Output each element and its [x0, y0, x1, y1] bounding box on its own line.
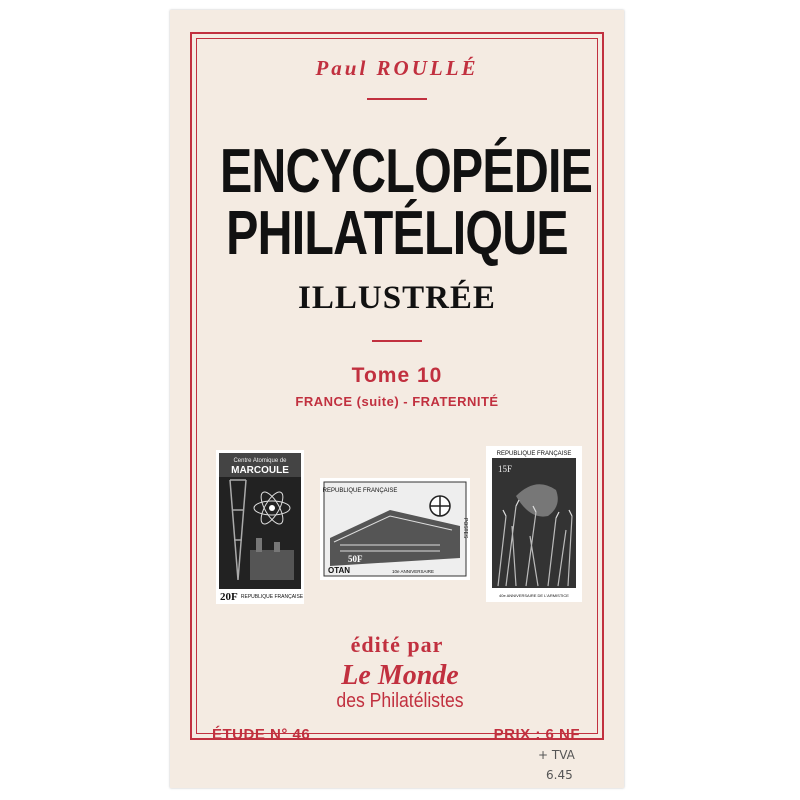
handwritten-note-1: + TVA [538, 748, 575, 762]
stamp-armistice [486, 446, 582, 602]
price: PRIX : 6 NF [493, 726, 580, 743]
stamp3-value: 15F [498, 464, 513, 474]
stamp2-side-text: POSTES [462, 518, 468, 539]
stamp3-top-text: REPUBLIQUE FRANÇAISE [496, 451, 572, 457]
stamp1-bottom-text: REPUBLIQUE FRANÇAISE [240, 594, 304, 600]
publisher-prefix: édité par [350, 632, 444, 657]
publisher-logo-line-2: des Philatélistes [336, 690, 464, 712]
handwritten-note-2: 6.45 [546, 768, 573, 782]
stamp1-name: MARCOULE [231, 465, 289, 476]
title-line-2: PHILATÉLIQUE [226, 199, 568, 268]
title-line-1: ENCYCLOPÉDIE [219, 137, 593, 206]
stamp2-bottom-text: OTAN [328, 566, 351, 575]
stamp2-value: 50F [348, 554, 363, 564]
book-cover [170, 10, 624, 788]
stamp-marcoule [216, 450, 304, 604]
divider-top [367, 98, 427, 100]
stamp2-bottom-sub: 10e ANNIVERSAIRE [392, 569, 435, 574]
publisher-logo-line-1: Le Monde [341, 660, 459, 691]
stamp2-top-text: REPUBLIQUE FRANÇAISE [322, 488, 398, 494]
atomic-center-stamp-icon [216, 450, 304, 604]
title-line-3: ILLUSTRÉE [298, 280, 496, 316]
stamp-otan [320, 478, 470, 580]
publisher-logo [300, 660, 500, 720]
wheat-harvest-stamp-icon [486, 446, 582, 602]
stamp3-bottom-text: 40e ANNIVERSAIRE DE L'ARMISTICE [499, 593, 569, 598]
study-number: ÉTUDE N° 46 [212, 726, 311, 743]
volume-number: Tome 10 [351, 364, 443, 387]
stamp1-value: 20F [220, 591, 238, 603]
volume-subject: FRANCE (suite) - FRATERNITÉ [295, 394, 499, 409]
author-name: Paul ROULLÉ [315, 56, 479, 80]
stamp1-top-text: Centre Atomique de [233, 458, 287, 464]
otan-building-stamp-icon [320, 478, 470, 580]
divider-middle [372, 340, 422, 342]
